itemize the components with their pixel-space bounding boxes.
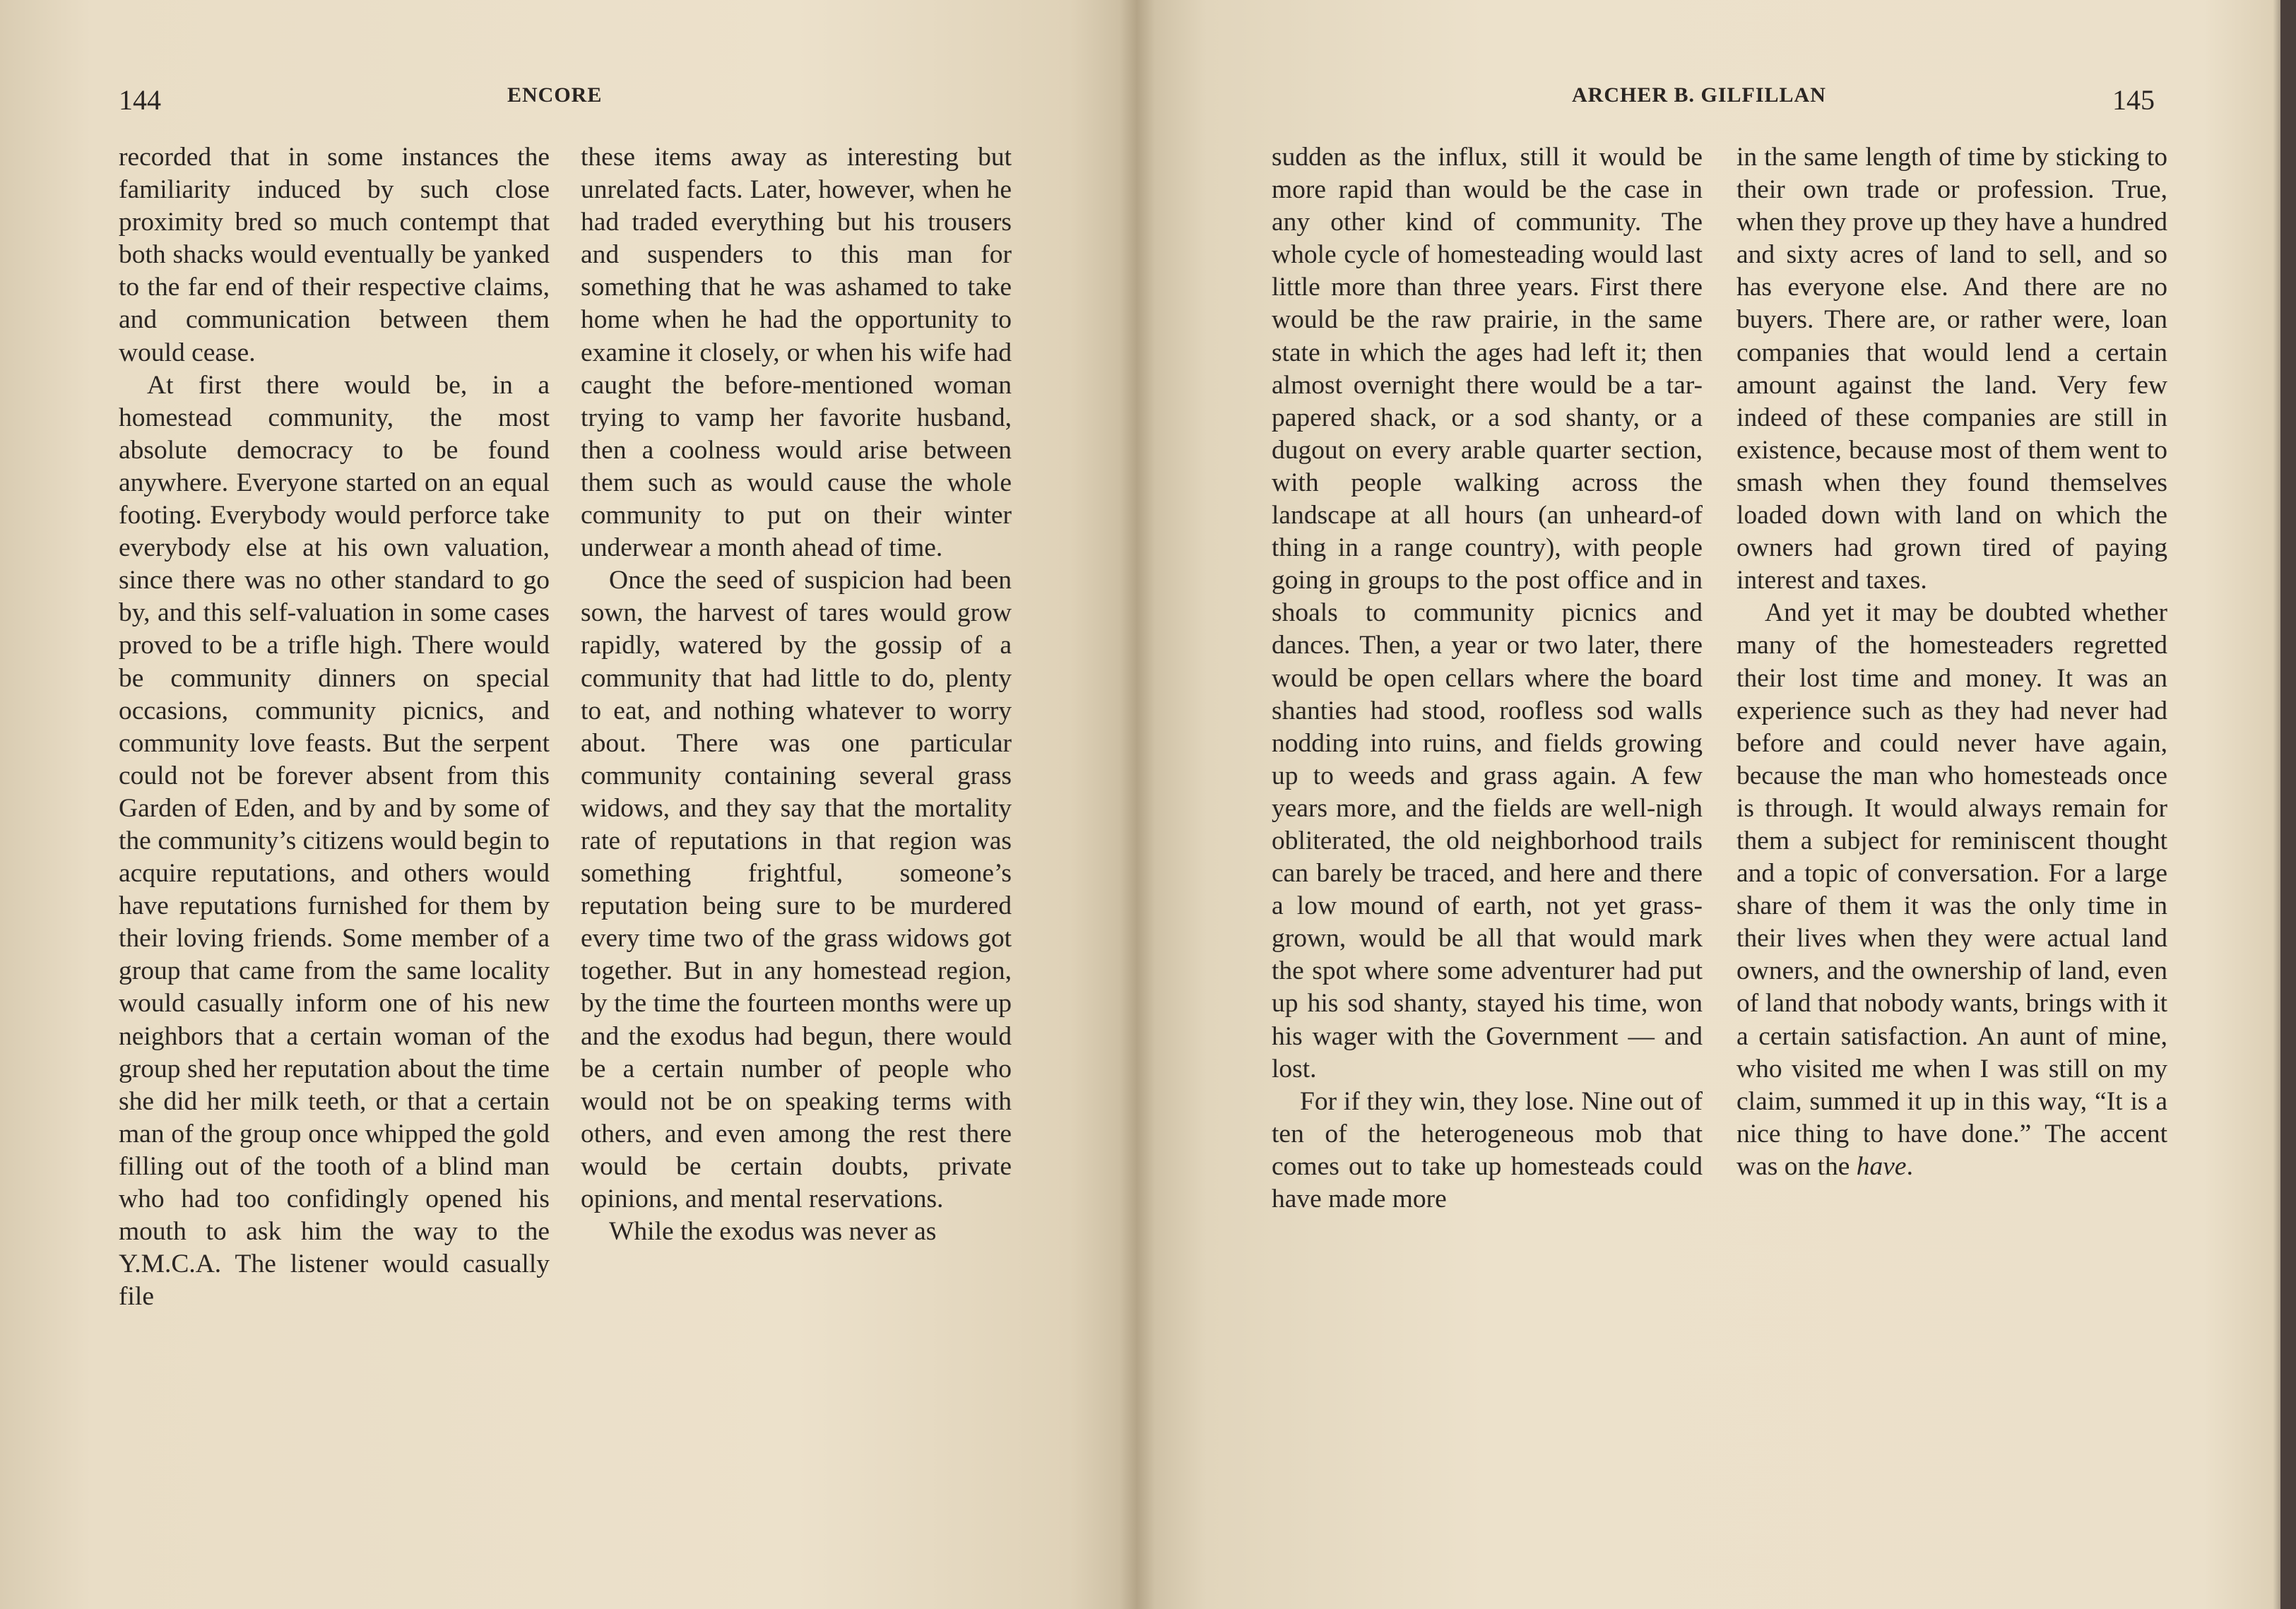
paragraph: sudden as the influx, still it would be more rapid than would be the case in any other kind of community. The whole cycle of homesteading would last little more than three years. First there would be the raw prairie, in the same state in which the ages had left it; then almost overnight there would be a tar-papered shack, or a sod shanty, or a dugout on every arable quarter section, with people walking across the landscape at all hours (an unheard-of thing in a range country), with people going in groups to the post office and in shoals to community picnics and dances. Then, a year or two later, there would be open cellars where the board shanties had stood, roofless sod walls nodding into ruins, and fields growing up to weeds and grass again. A few years more, and the fields are well-nigh obliterated, the old neighborhood trails can barely be traced, and here and there a low mound of earth, not yet grass-grown, would be all that would mark the spot where some adventurer had put up his sod shanty, stayed his time, won his wager with the Government — and lost. — [1272, 143, 1703, 1083]
text-column-1 — [1272, 141, 1703, 1216]
punctuation: . — [1906, 1151, 1913, 1181]
paragraph: these items away as interesting but unrelated facts. Later, however, when he had traded everything but his trousers and suspenders to this man for something that he was ashamed to take home when he had the opportunity to examine it closely, or when his wife had caught the before-mentioned woman trying to vamp her favorite husband, then a coolness would arise between them such as would cause the whole community to put on their winter underwear a month ahead of time. — [581, 143, 1012, 563]
paragraph: While the exodus was never as — [609, 1217, 937, 1247]
italic-word: have — [1856, 1151, 1907, 1181]
running-head: ENCORE — [507, 83, 603, 107]
page-number: 144 — [119, 84, 161, 116]
book-gutter — [1120, 0, 1155, 1609]
text-column-1 — [119, 141, 550, 1313]
right-page — [1137, 0, 2296, 1609]
running-head: ARCHER B. GILFILLAN — [1572, 83, 1826, 107]
paragraph: recorded that in some instances the familiarity induced by such close proximity bred so much contempt that both shacks would eventually be yanked to the far end of their respective claims, and communication between them would cease. — [119, 143, 550, 367]
text-column-2 — [1736, 141, 2167, 1183]
page-number: 145 — [2112, 84, 2155, 116]
paragraph — [1736, 597, 2167, 1183]
left-page — [0, 0, 1137, 1609]
text-column-2 — [581, 141, 1012, 1248]
paragraph: Once the seed of suspicion had been sown, the harvest of tares would grow rapidly, watered by the gossip of a community that had little to do, plenty to eat, and nothing whatever to worry about. There was one particular community containing several grass widows, and they say that the mortality rate of reputations in that region was something frightful, someone’s reputation being sure to be murdered every time two of the grass widows got together. But in any homestead region, by the time the fourteen months were up and the exodus had begun, there would be a certain number of people who would not be on speaking terms with others, and even among the rest there would be certain doubts, private opinions, and mental reservations. — [581, 566, 1012, 1213]
book-edge — [2280, 0, 2296, 1609]
paragraph: in the same length of time by sticking to their own trade or profession. True, when they prove up they have a hundred and sixty acres of land to sell, and so has everyone else. And there are no buyers. There are, or rather were, loan companies that would lend a certain amount against the land. Very few indeed of these companies are still in existence, because most of them went to smash when they found themselves loaded down with land on which the owners had grown tired of paying interest and taxes. — [1736, 143, 2167, 595]
paragraph: At first there would be, in a homestead community, the most absolute democracy to be found anywhere. Everyone started on an equal footing. Everybody would perforce take everybody else at his own valuation, since there was no other standard to go by, and this self-valuation in some cases proved to be a trifle high. There would be community dinners on special occasions, community picnics, and community love feasts. But the serpent could not be forever absent from this Garden of Eden, and by and by some of the community’s citizens would begin to acquire reputations, and others would have reputations furnished for them by their loving friends. Some member of a group that came from the same locality would casually inform one of his new neighbors that a certain woman of the group shed her reputation about the time she did her milk teeth, or that a certain man of the group once whipped the gold filling out of the tooth of a blind man who had too confidingly opened his mouth to ask him the way to the Y.M.C.A. The listener would casually file — [119, 370, 550, 1312]
paragraph-text: And yet it may be doubted whether many of the homesteaders regretted their lost time and money. It was an experience such as they had never had before and could never have again, because the man who homesteads once is through. It would always remain for them a subject for reminiscent thought and a topic of conversation. For a large share of them it was the only time in their lives when they were actual land owners, and the ownership of land, even of land that nobody wants, brings with it a certain satisfaction. An aunt of mine, who visited me when I was still on my claim, summed it up in this way, “It is a nice thing to have done.” The accent was on the — [1736, 598, 2167, 1181]
paragraph: For if they win, they lose. Nine out of ten of the heterogeneous mob that comes out to take up homesteads could have made more — [1272, 1086, 1703, 1213]
